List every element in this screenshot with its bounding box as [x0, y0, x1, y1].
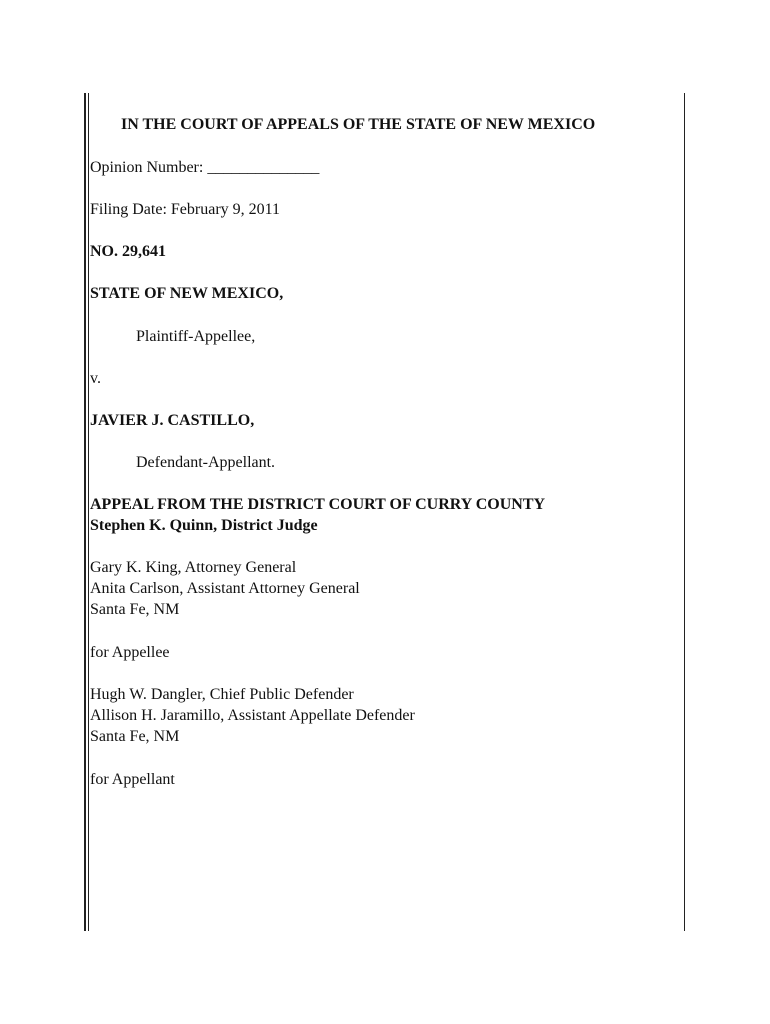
for-appellee: for Appellee: [90, 644, 170, 661]
appellee-counsel-line: Anita Carlson, Assistant Attorney General: [90, 580, 360, 597]
filing-date: Filing Date: February 9, 2011: [90, 201, 281, 218]
right-margin-rule: [684, 93, 685, 931]
left-margin-rule-inner: [88, 93, 89, 931]
for-appellant: for Appellant: [90, 771, 175, 788]
defendant-name: JAVIER J. CASTILLO,: [90, 412, 255, 429]
appeal-from: APPEAL FROM THE DISTRICT COURT OF CURRY COUNTY: [90, 496, 546, 513]
appellee-counsel-line: Gary K. King, Attorney General: [90, 559, 297, 576]
left-margin-rule-outer: [84, 93, 86, 931]
versus: v.: [90, 370, 101, 387]
defendant-role: Defendant-Appellant.: [136, 454, 276, 471]
docket-number: NO. 29,641: [90, 243, 166, 260]
plaintiff-name: STATE OF NEW MEXICO,: [90, 285, 284, 302]
appellant-counsel-line: Santa Fe, NM: [90, 728, 180, 745]
appellee-counsel-line: Santa Fe, NM: [90, 601, 180, 618]
appellant-counsel-line: Allison H. Jaramillo, Assistant Appellate Defender: [90, 707, 415, 724]
appellant-counsel-line: Hugh W. Dangler, Chief Public Defender: [90, 686, 354, 703]
opinion-number: Opinion Number: ______________: [90, 159, 320, 176]
court-title: IN THE COURT OF APPEALS OF THE STATE OF NEW MEXICO: [121, 116, 596, 133]
plaintiff-role: Plaintiff-Appellee,: [136, 328, 256, 345]
district-judge: Stephen K. Quinn, District Judge: [90, 517, 318, 534]
